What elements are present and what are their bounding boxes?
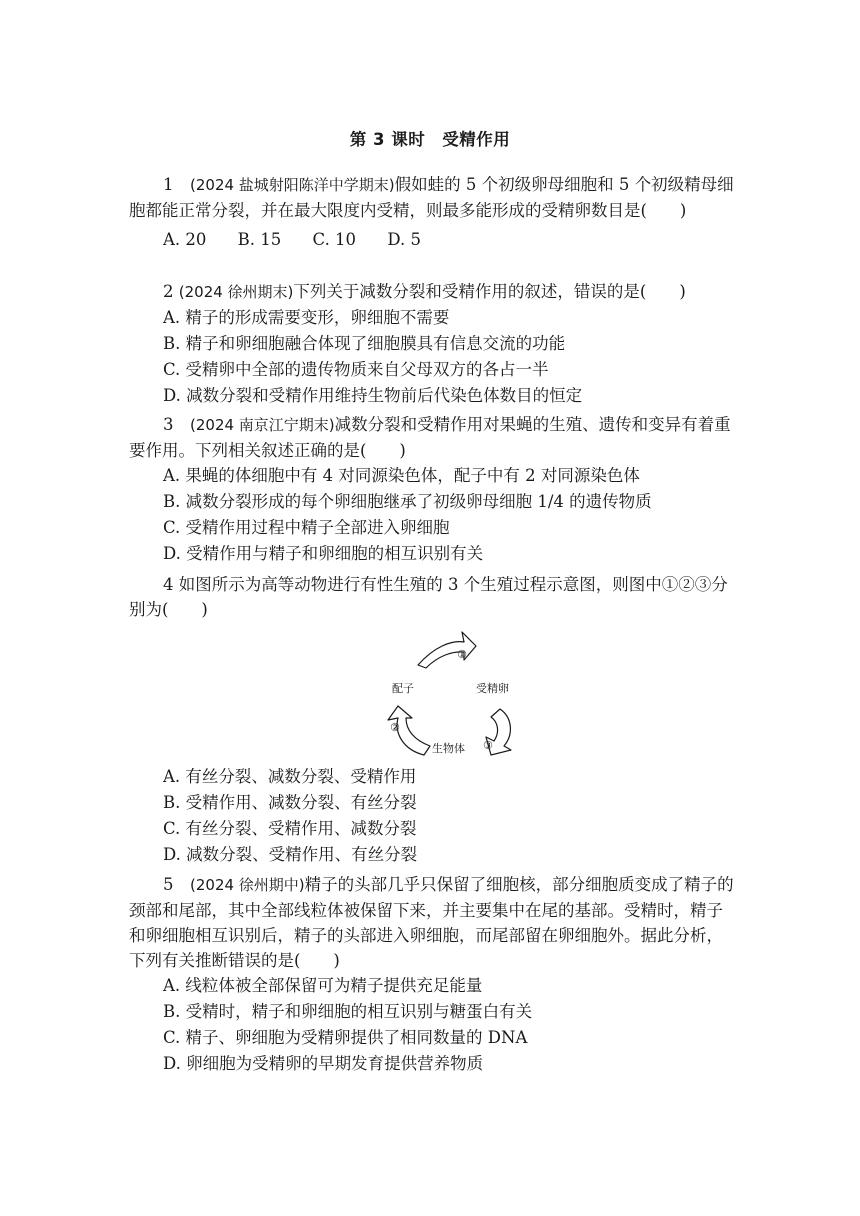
question-text: 精子的头部几乎只保留了细胞核，部分细胞质变成了精子的颈部和尾部，其中全部线粒体被保留下来，并主要集中在尾的基部。受精时，精子和卵细胞相互识别后，精子的头部进入卵细胞，而尾部留在卵细胞外。据此分析，下列有关推断错误的是( )	[129, 875, 734, 970]
option-d: D. 减数分裂和受精作用维持生物前后代染色体数目的恒定	[163, 386, 583, 405]
option-a: A. 有丝分裂、减数分裂、受精作用	[163, 767, 417, 786]
question-5	[129, 872, 735, 1077]
question-source: (2024 盐城射阳陈洋中学期末)	[190, 176, 395, 194]
question-3-stem	[129, 412, 735, 463]
option-b: B. 减数分裂形成的每个卵细胞继承了初级卵母细胞 1/4 的遗传物质	[163, 492, 652, 511]
question-1-stem	[129, 172, 735, 223]
question-number: 5	[163, 875, 190, 894]
option-c: C. 精子、卵细胞为受精卵提供了相同数量的 DNA	[163, 1028, 528, 1047]
question-text: 假如蛙的 5 个初级卵母细胞和 5 个初级精母细胞都能正常分裂，并在最大限度内受精，则最多能形成的受精卵数目是( )	[129, 175, 734, 220]
option-d: D. 减数分裂、受精作用、有丝分裂	[163, 845, 418, 864]
option-a: A. 精子的形成需要变形，卵细胞不需要	[163, 308, 450, 327]
page-title: 第 3 课时 受精作用	[349, 130, 511, 149]
question-number: 3	[163, 415, 190, 434]
question-3	[129, 412, 735, 567]
question-source: (2024 徐州期末)	[178, 283, 294, 301]
option-b: B. 精子和卵细胞融合体现了细胞膜具有信息交流的功能	[163, 334, 566, 353]
question-text: 如图所示为高等动物进行有性生殖的 3 个生殖过程示意图，则图中①②③分别为( )	[129, 575, 728, 619]
question-source: (2024 徐州期中)	[190, 876, 305, 894]
question-1	[129, 172, 735, 253]
option-d: D. 卵细胞为受精卵的早期发育提供营养物质	[163, 1054, 484, 1073]
option-d: D. 受精作用与精子和卵细胞的相互识别有关	[163, 544, 484, 563]
option-c: C. 受精作用过程中精子全部进入卵细胞	[163, 518, 450, 537]
arrow-1-icon	[418, 632, 476, 668]
circled-number-1: ①	[457, 648, 467, 661]
question-4-options	[129, 764, 735, 868]
question-4-stem	[129, 572, 735, 622]
option-b: B. 受精作用、减数分裂、有丝分裂	[163, 793, 417, 812]
question-4	[129, 572, 735, 622]
label-organism: 生物体	[432, 742, 465, 755]
circled-number-3: ③	[483, 739, 493, 752]
question-1-options	[129, 227, 735, 253]
question-number: 1	[163, 175, 190, 194]
option-b: B. 15	[237, 230, 282, 249]
question-number: 4	[163, 575, 179, 594]
option-b: B. 受精时，精子和卵细胞的相互识别与糖蛋白有关	[163, 1002, 533, 1021]
option-c: C. 10	[312, 230, 357, 249]
question-5-stem	[129, 872, 735, 973]
question-source: (2024 南京江宁期末)	[190, 416, 335, 434]
question-text: 下列关于减数分裂和受精作用的叙述，错误的是( )	[293, 282, 686, 301]
option-a: A. 20	[163, 230, 207, 249]
question-text: 减数分裂和受精作用对果蝇的生殖、遗传和变异有着重要作用。下列相关叙述正确的是( )	[129, 415, 731, 460]
option-a: A. 果蝇的体细胞中有 4 对同源染色体，配子中有 2 对同源染色体	[163, 466, 640, 485]
option-d: D. 5	[387, 230, 421, 249]
circled-number-2: ②	[390, 721, 400, 734]
question-2-stem	[129, 279, 735, 305]
option-a: A. 线粒体被全部保留可为精子提供充足能量	[163, 976, 483, 995]
label-gamete: 配子	[392, 682, 414, 695]
question-2	[129, 279, 735, 409]
label-zygote: 受精卵	[476, 682, 509, 695]
reproduction-cycle-diagram	[376, 622, 536, 762]
option-c: C. 有丝分裂、受精作用、减数分裂	[163, 819, 417, 838]
question-number: 2	[163, 282, 179, 301]
option-c: C. 受精卵中全部的遗传物质来自父母双方的各占一半	[163, 360, 549, 379]
